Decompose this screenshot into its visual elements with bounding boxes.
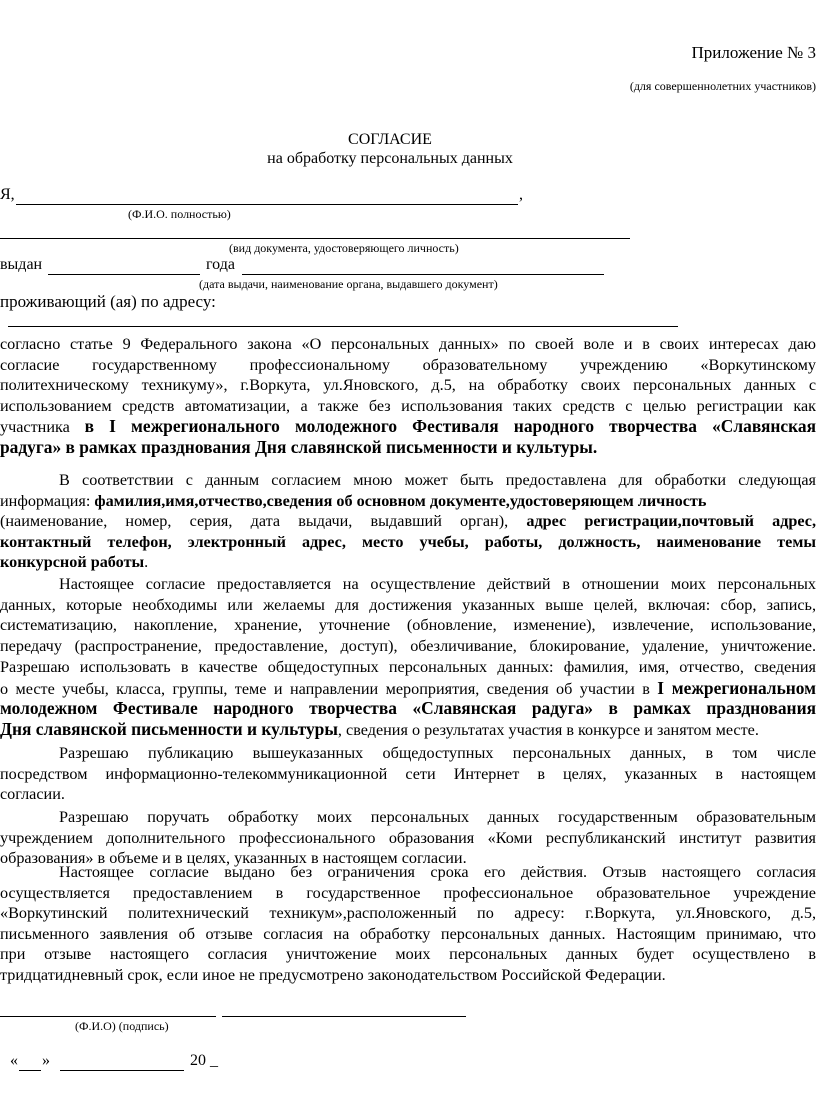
text-line: осуществляется предоставлением в государственное профессиональное образовательное учреждение xyxy=(0,883,816,902)
results-text: , сведения о результатах участия в конкурсе и занятом месте. xyxy=(337,720,759,739)
ya-comma: , xyxy=(519,186,523,203)
paragraph-validity xyxy=(0,862,816,986)
appendix-note: (для совершеннолетних участников) xyxy=(629,79,816,93)
issued-hint: (дата выдачи, наименование органа, выдавшего документ) xyxy=(199,277,498,291)
document-hint: (вид документа, удостоверяющего личность) xyxy=(229,241,459,255)
text-line: В соответствии с данным согласием мною может быть предоставлена для обработки следующая xyxy=(59,471,816,489)
date-day-line[interactable] xyxy=(19,1070,41,1071)
text-line: Настоящее согласие выдано без ограничения срока его действия. Отзыв настоящего согласия xyxy=(59,863,816,881)
signature-hint: (Ф.И.О) (подпись) xyxy=(75,1019,169,1033)
work-title-bold: конкурсной работы xyxy=(0,553,145,572)
document-line[interactable] xyxy=(0,238,630,239)
text-line: политехническому техникуму», г.Воркута, ул.Яновского, д.5, на обработку своих персональных данных с xyxy=(0,376,816,395)
contact-fields-bold: контактный телефон, электронный адрес, место учебы, работы, должность, наименование темы xyxy=(0,532,816,551)
signature-name-line[interactable] xyxy=(0,1016,216,1017)
text-line: передачу (распространение, предоставление, доступ), обезличивание, блокирование, удаление, уничтожение. xyxy=(0,636,816,655)
participant-word: участника xyxy=(0,418,70,437)
text-line: согласие государственному профессиональному образовательному учреждению «Воркутинскому xyxy=(0,355,816,374)
text-line: тридцатидневный срок, если иное не предусмотрено законодательством Российской Федерации. xyxy=(0,965,666,984)
festival-name-bold-cont: радуга» в рамках празднования Дня славянской письменности и культуры. xyxy=(0,436,598,457)
text-line: письменного заявления об отзыве согласия на обработку персональных данных. Настоящим принимаю, что xyxy=(0,924,816,943)
participation-text: о месте учебы, класса, группы, теме и направлении мероприятия, сведения об участии в xyxy=(0,679,650,698)
festival-title-bold: молодежном Фестивале народного творчества «Славянская радуга» в рамках празднования xyxy=(0,698,816,719)
holiday-name-bold: Дня славянской письменности и культуры xyxy=(0,718,338,739)
doc-details: (наименование, номер, серия, дата выдачи, выдавший орган), xyxy=(0,512,509,531)
text-line xyxy=(0,719,816,740)
paragraph-data-list xyxy=(0,470,816,573)
date-year: 20 _ xyxy=(190,1052,218,1069)
issued-by-line[interactable] xyxy=(242,274,604,275)
text-line xyxy=(0,416,816,437)
text-line: согласно статье 9 Федерального закона «О персональных данных» по своей воле и в своих интересах даю xyxy=(0,335,816,353)
address-label: проживающий (ая) по адресу: xyxy=(0,292,216,311)
fio-line[interactable] xyxy=(16,204,518,205)
text-line: согласии. xyxy=(0,785,65,804)
text-line: Разрешаю поручать обработку моих персональных данных государственным образовательным xyxy=(59,808,816,826)
info-word: информация: xyxy=(0,491,91,510)
text-line xyxy=(0,552,816,573)
doc-subtitle: на обработку персональных данных xyxy=(267,150,513,167)
date-month-line[interactable] xyxy=(60,1070,184,1071)
paragraph-public-data xyxy=(0,657,816,739)
text-line: посредством информационно-телекоммуникационной сети Интернет в целях, указанных в настоящем xyxy=(0,764,816,783)
signature-sign-line[interactable] xyxy=(222,1016,466,1017)
text-line xyxy=(0,511,816,532)
year-label: года xyxy=(206,256,235,273)
paragraph-delegation xyxy=(0,807,816,869)
date-quote-close: » xyxy=(42,1052,50,1069)
period: . xyxy=(144,553,149,572)
data-fields-bold: фамилия,имя,отчество,сведения об основном документе,удостоверяющем личность xyxy=(94,491,707,510)
text-line xyxy=(0,678,816,699)
paragraph-publication xyxy=(0,743,816,805)
fio-hint: (Ф.И.О. полностью) xyxy=(128,207,231,221)
text-line: использованием средств автоматизации, а также без использования таких средств с целью регистрации как xyxy=(0,396,816,415)
address-line[interactable] xyxy=(8,326,678,327)
issued-label: выдан xyxy=(0,256,43,273)
text-line: образования» в объеме и в целях, указанных в настоящем согласии. xyxy=(0,849,467,868)
text-line: систематизацию, накопление, хранение, уточнение (обновление, изменение), извлечение, использование, xyxy=(0,616,816,635)
issued-date-line[interactable] xyxy=(48,274,200,275)
festival-name-bold: в I межрегионального молодежного Фестиваля народного творчества «Славянская xyxy=(84,416,816,437)
text-line: Разрешаю использовать в качестве общедоступных персональных данных: фамилия, имя, отчество, сведения xyxy=(0,658,816,676)
text-line xyxy=(0,532,816,553)
ya-label: Я, xyxy=(0,186,15,203)
text-line: Настоящее согласие предоставляется на осуществление действий в отношении моих персональных xyxy=(59,575,816,593)
text-line: Разрешаю публикацию вышеуказанных общедоступных персональных данных, в том числе xyxy=(59,744,816,762)
paragraph-actions xyxy=(0,574,816,656)
text-line: при отзыве настоящего согласия уничтожение моих персональных данных будет осуществлено в xyxy=(0,945,816,964)
festival-ordinal-bold: I межрегиональном xyxy=(657,677,816,698)
text-line xyxy=(0,698,816,719)
text-line: «Воркутинский политехнический техникум»,расположенный по адресу: г.Воркута, ул.Яновского, д.5, xyxy=(0,904,816,923)
paragraph-consent-basis xyxy=(0,334,816,458)
address-fields-bold: адрес регистрации,почтовый адрес, xyxy=(526,512,816,531)
text-line: учреждением дополнительного профессионального образования «Коми республиканский институт развития xyxy=(0,828,816,847)
text-line: данных, которые необходимы или желаемы для достижения указанных выше целей, включая: сбор, запись, xyxy=(0,595,816,614)
text-line xyxy=(0,437,816,458)
doc-title: СОГЛАСИЕ xyxy=(348,131,432,148)
date-quote-open: « xyxy=(10,1052,18,1069)
appendix-title: Приложение № 3 xyxy=(691,43,816,62)
text-line xyxy=(0,491,816,512)
